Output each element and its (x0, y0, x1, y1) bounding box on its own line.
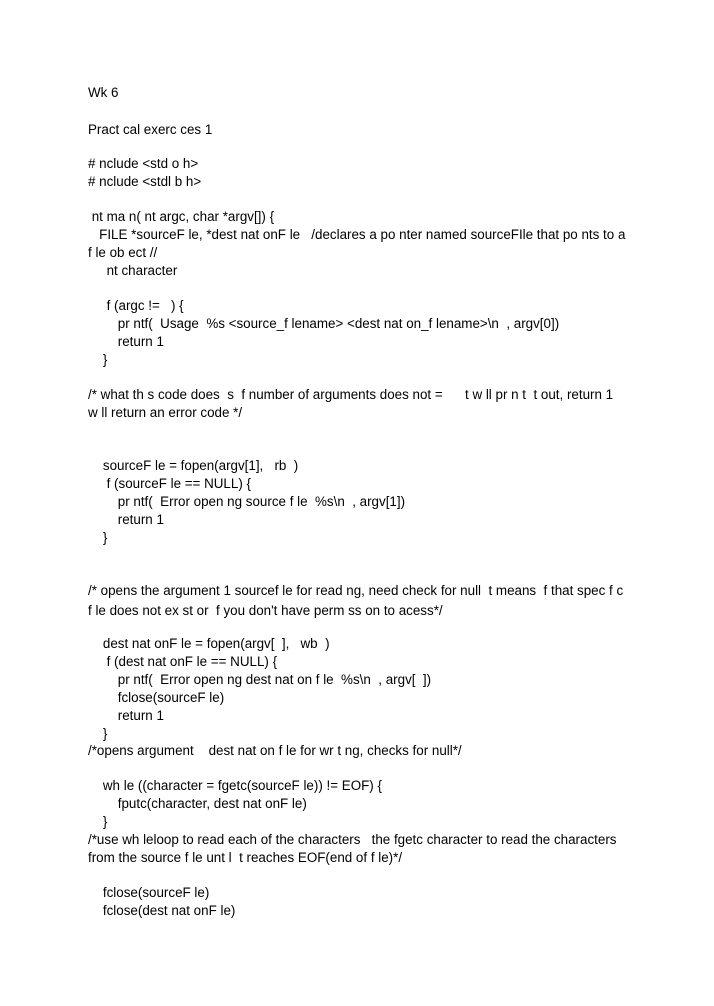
code-line: return 1 (88, 708, 164, 723)
comment-line: f le does not ex st or f you don't have perm ss on to acess*/ (88, 603, 443, 618)
code-line: fclose(sourceF le) (88, 690, 225, 705)
heading-week: Wk 6 (88, 85, 119, 100)
code-line: pr ntf( Error open ng source f le %s\n , argv[1]) (88, 494, 406, 509)
code-line: dest nat onF le = fopen(argv[ ], wb ) (88, 636, 330, 651)
code-line: pr ntf( Error open ng dest nat on f le %s\n , argv[ ]) (88, 672, 432, 687)
comment-line: /*opens argument dest nat on f le for wr t ng, checks for null*/ (88, 743, 462, 758)
code-line: wh le ((character = fgetc(sourceF le)) != EOF) { (88, 778, 382, 793)
code-line: } (88, 814, 108, 829)
code-line: pr ntf( Usage %s <source_f lename> <dest nat on_f lename>\n , argv[0]) (88, 316, 560, 331)
comment-line: from the source f le unt l t reaches EOF(end of f le)*/ (88, 850, 403, 865)
code-line: fclose(sourceF le) (88, 885, 210, 900)
code-line: # nclude <stdl b h> (88, 174, 202, 189)
code-line: fputc(character, dest nat onF le) (88, 796, 307, 811)
code-line: fclose(dest nat onF le) (88, 903, 236, 918)
code-line: sourceF le = fopen(argv[1], rb ) (88, 458, 299, 473)
code-line: return 1 (88, 334, 164, 349)
code-line: nt ma n( nt argc, char *argv[]) { (88, 209, 275, 224)
code-line: f (argc != ) { (88, 298, 184, 313)
comment-line: w ll return an error code */ (88, 405, 243, 420)
code-line: } (88, 726, 108, 741)
comment-line: /* what th s code does s f number of arguments does not = t w ll pr n t t out, return 1 (88, 387, 614, 402)
code-line: f le ob ect // (88, 245, 158, 260)
comment-line: /*use wh leloop to read each of the characters the fgetc character to read the characters (88, 832, 617, 847)
heading-practical: Pract cal exerc ces 1 (88, 122, 213, 137)
code-line: nt character (88, 263, 178, 278)
code-line: f (dest nat onF le == NULL) { (88, 654, 278, 669)
code-line: } (88, 530, 108, 545)
code-line: f (sourceF le == NULL) { (88, 476, 251, 491)
code-line: FILE *sourceF le, *dest nat onF le /declares a po nter named sourceFIle that po nts to a (88, 227, 626, 242)
code-line: return 1 (88, 512, 164, 527)
code-line: # nclude <std o h> (88, 156, 199, 171)
code-line: } (88, 352, 108, 367)
comment-line: /* opens the argument 1 sourcef le for read ng, need check for null t means f that spec f c (88, 583, 624, 598)
